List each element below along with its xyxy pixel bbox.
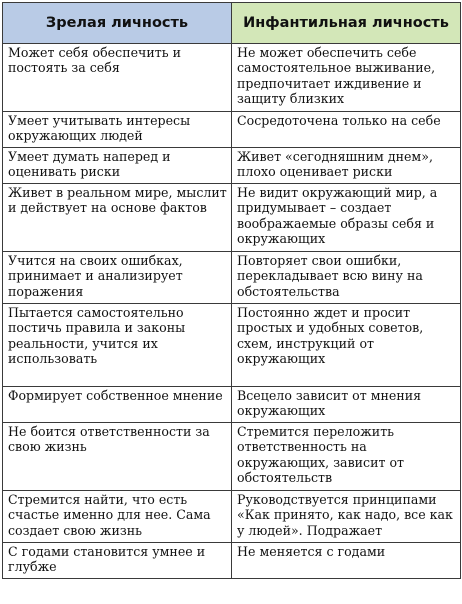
table-row [3,543,461,579]
mature-trait-cell: Учится на своих ошибках, принимает и анализирует поражения [3,252,232,304]
header-row [3,3,461,44]
table-row [3,423,461,491]
infantile-trait-cell: Живет «сегодняшним днем», плохо оценивает риски [232,148,461,184]
mature-trait-cell: Живет в реальном мире, мыслит и действует на основе фактов [3,184,232,252]
comparison-table [2,2,461,579]
mature-trait-cell: Формирует собственное мнение [3,387,232,423]
infantile-trait-cell: Руководствуется принципами «Как принято, как надо, все как у людей». Подражает [232,491,461,543]
infantile-trait-cell: Не видит окружающий мир, а придумывает – создает воображаемые образы себя и окружающих [232,184,461,252]
mature-trait-cell: Умеет думать наперед и оценивать риски [3,148,232,184]
mature-trait-cell: Не боится ответственности за свою жизнь [3,423,232,491]
infantile-trait-cell: Всецело зависит от мнения окружающих [232,387,461,423]
infantile-trait-cell: Стремится переложить ответственность на окружающих, зависит от обстоятельств [232,423,461,491]
table-row [3,491,461,543]
mature-trait-cell: Умеет учитывать интересы окружающих людей [3,112,232,148]
table-row [3,44,461,112]
mature-trait-cell: Может себя обеспечить и постоять за себя [3,44,232,112]
table-row [3,387,461,423]
infantile-trait-cell: Не меняется с годами [232,543,461,579]
table-row [3,148,461,184]
infantile-trait-cell: Повторяет свои ошибки, перекладывает всю вину на обстоятельства [232,252,461,304]
infantile-trait-cell: Сосредоточена только на себе [232,112,461,148]
table-row [3,184,461,252]
table-row [3,304,461,387]
infantile-trait-cell: Не может обеспечить себе самостоятельное выживание, предпочитает иждивение и защиту близких [232,44,461,112]
infantile-trait-cell: Постоянно ждет и просит простых и удобных советов, схем, инструкций от окружающих [232,304,461,387]
header-mature-personality: Зрелая личность [3,3,232,44]
table-row [3,252,461,304]
mature-trait-cell: Стремится найти, что есть счастье именно для нее. Сама создает свою жизнь [3,491,232,543]
mature-trait-cell: Пытается самостоятельно постичь правила и законы реальности, учится их использовать [3,304,232,387]
mature-trait-cell: С годами становится умнее и глубже [3,543,232,579]
header-infantile-personality: Инфантильная личность [232,3,461,44]
table-row [3,112,461,148]
